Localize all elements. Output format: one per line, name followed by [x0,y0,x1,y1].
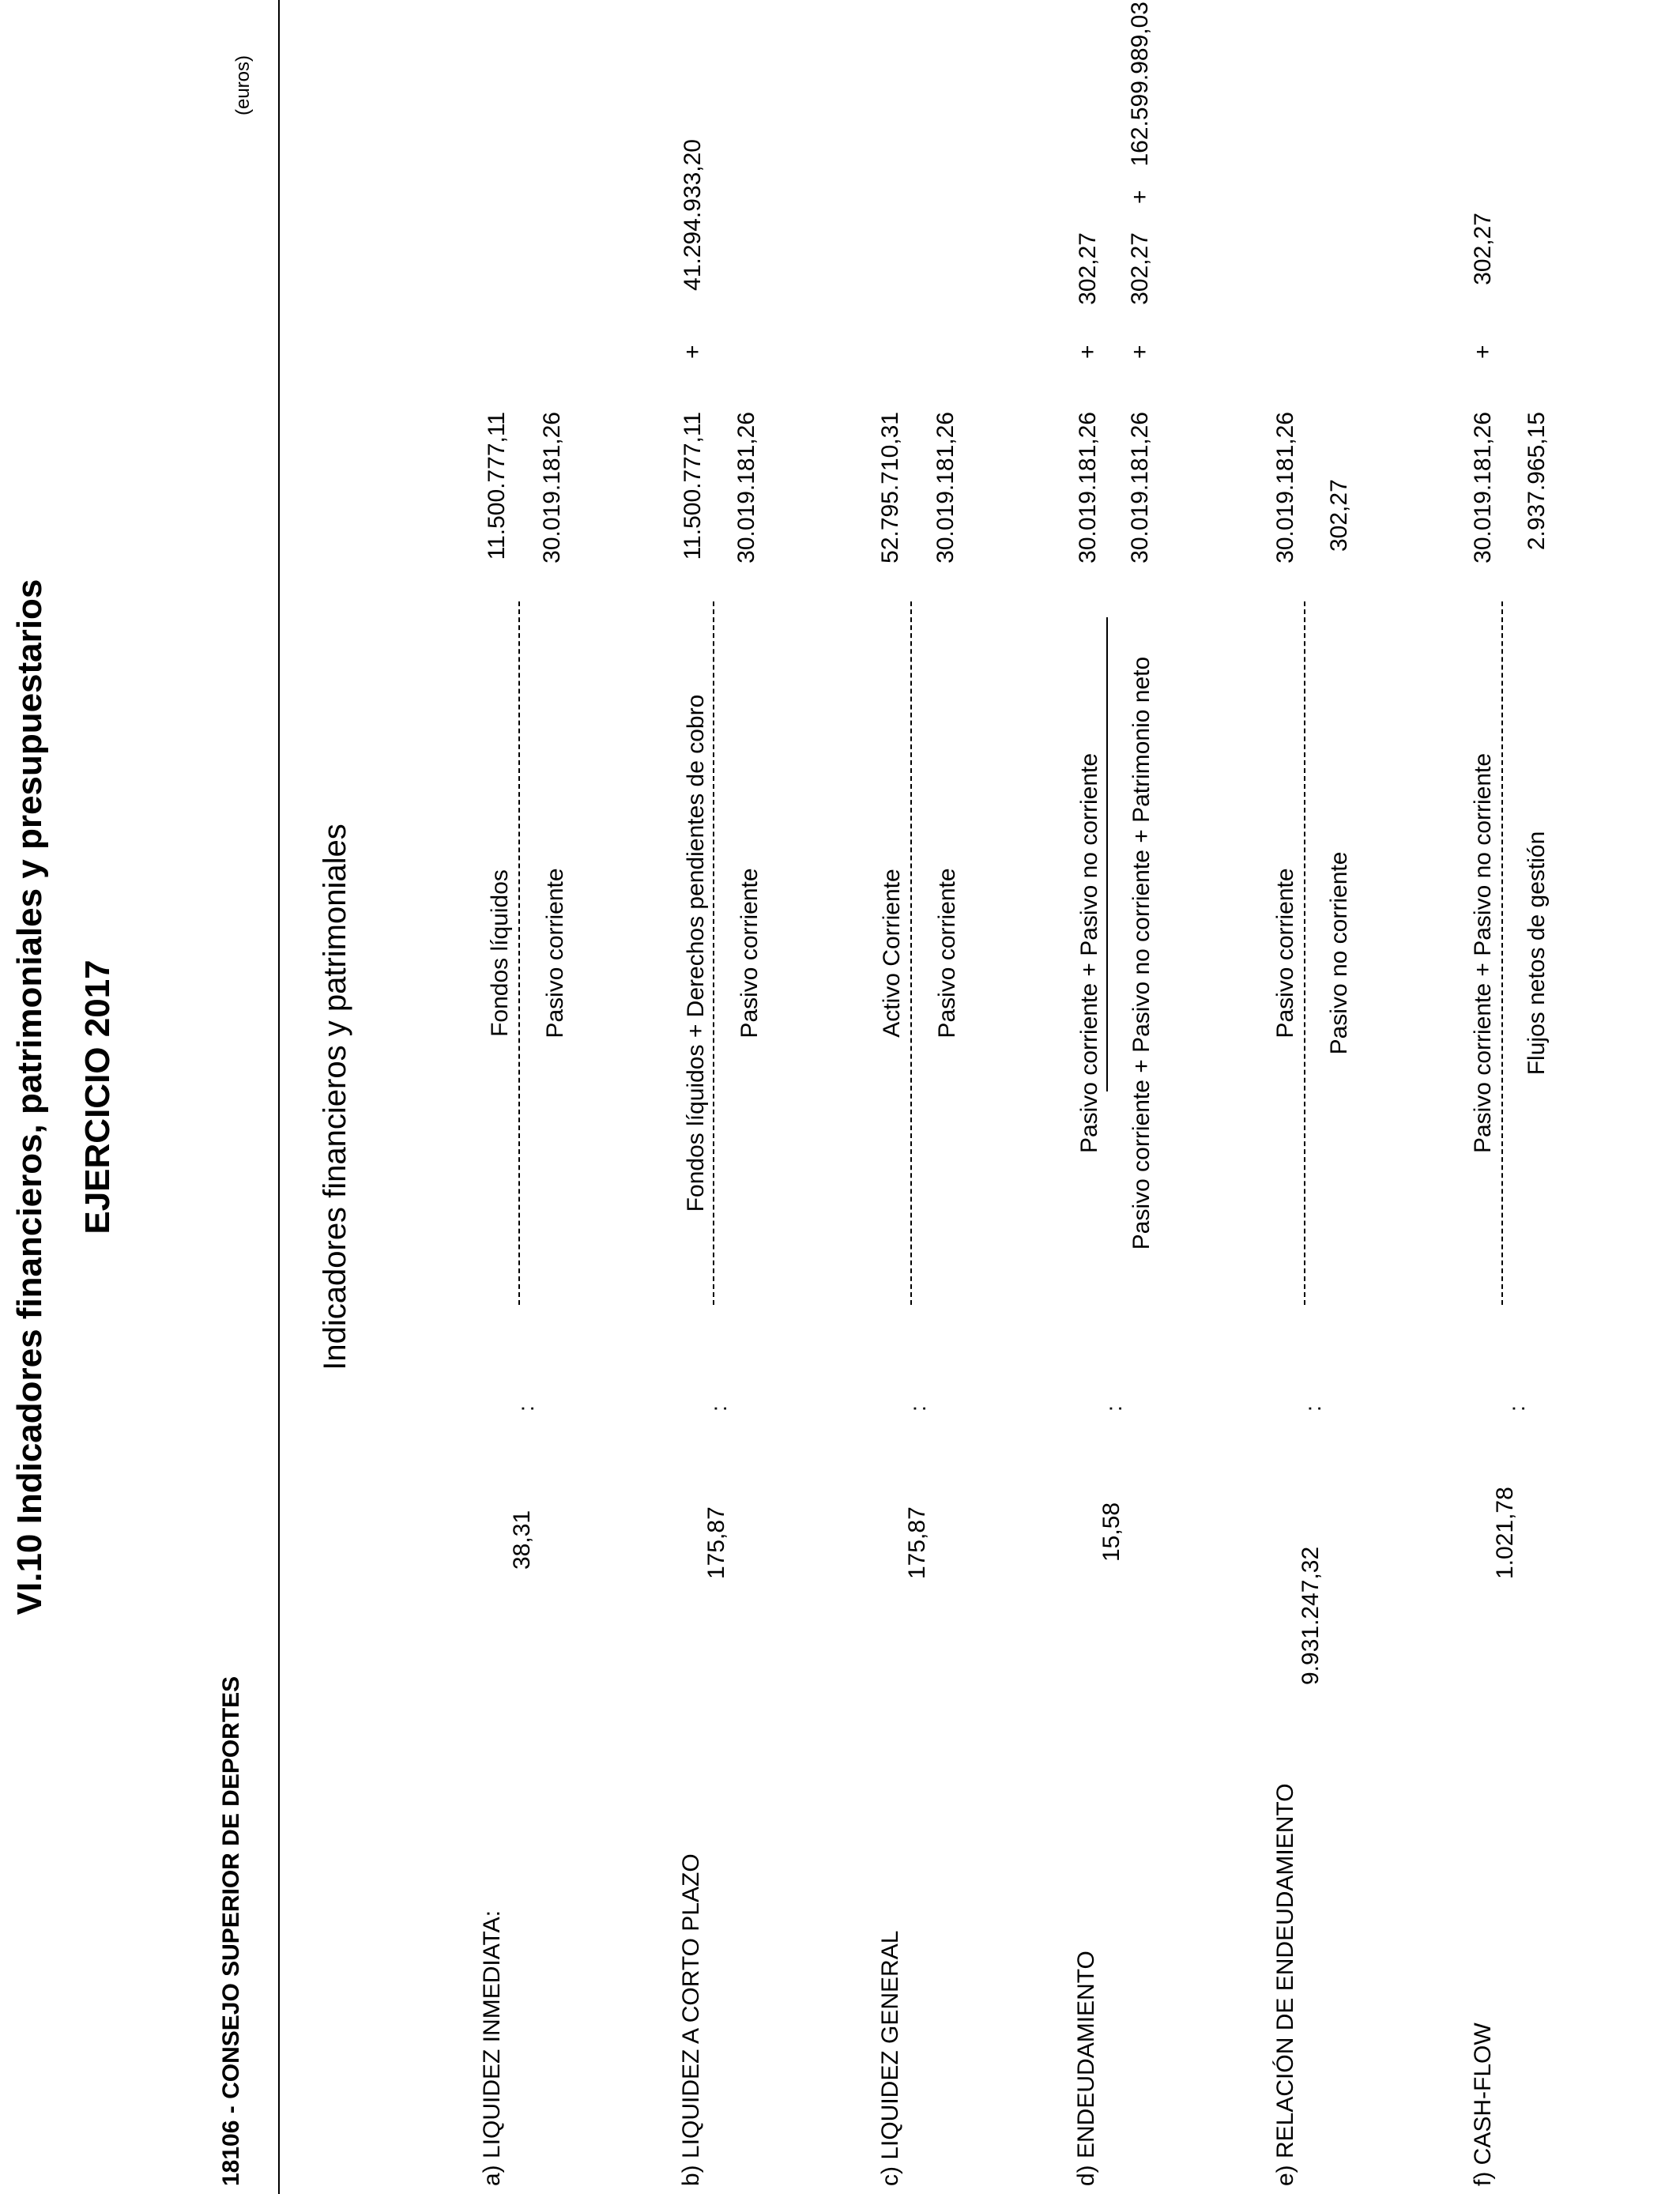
indicator-colon: : [706,1405,731,1412]
numerator-amount: 30.019.181,26 [1470,412,1496,564]
fraction-line [713,601,714,1305]
indicator-label: c) LIQUIDEZ GENERAL [877,1930,903,2186]
fraction-denominator: Pasivo corriente [542,868,568,1039]
indicator-value: 9.931.247,32 [1298,1546,1324,1685]
fraction-denominator: Pasivo corriente [736,868,763,1039]
fraction-numerator: Pasivo corriente + Pasivo no corriente [1470,752,1496,1154]
fraction-line [1304,601,1305,1305]
indicator-label: d) ENDEUDAMIENTO [1073,1951,1099,2186]
indicator-colon: : [1102,1405,1126,1412]
denominator-amount: 30.019.181,26 [1127,412,1153,564]
indicator-colon: : [906,1405,930,1412]
indicator-label: a) LIQUIDEZ INMEDIATA: [479,1910,505,2186]
plus-sign: + [1470,345,1496,359]
section-title: Indicadores financieros y patrimoniales [318,824,352,1370]
fraction-numerator: Activo Corriente [879,869,905,1038]
indicator-value: 38,31 [509,1510,535,1570]
fraction-numerator: Fondos líquidos + Derechos pendientes de cobro [683,694,709,1212]
header-rule-top [278,0,280,2194]
denominator-amount: 2.937.965,15 [1524,412,1550,551]
fraction-line [910,601,912,1305]
fraction-numerator: Pasivo corriente + Pasivo no corriente [1076,752,1102,1154]
numerator-amount: 11.500.777,11 [680,412,706,560]
indicator-label: f) CASH-FLOW [1470,2022,1496,2186]
denominator-amount: 30.019.181,26 [539,412,565,564]
denominator-amount: 30.019.181,26 [733,412,759,564]
fraction-denominator: Pasivo no corriente [1326,851,1352,1055]
denominator-amount: 302,27 [1326,479,1352,552]
numerator-amount: 52.795.710,31 [877,412,903,564]
unit-label: (euros) [232,55,254,115]
indicator-colon: : [1505,1405,1529,1412]
indicator-value: 15,58 [1098,1502,1124,1562]
fraction-numerator: Pasivo corriente [1272,868,1298,1039]
indicator-value: 1.021,78 [1492,1487,1518,1579]
numerator-amount: 302,27 [1075,232,1101,305]
numerator-amount: 11.500.777,11 [484,412,510,560]
fraction-numerator: Fondos líquidos [487,869,513,1037]
fiscal-year-title: EJERCICIO 2017 [78,959,117,1235]
indicator-colon: : [1301,1405,1325,1412]
entity-name: 18106 - CONSEJO SUPERIOR DE DEPORTES [218,1676,244,2186]
numerator-amount: 302,27 [1470,213,1496,285]
numerator-amount: 41.294.933,20 [680,139,706,291]
page-title: VI.10 Indicadores financieros, patrimoniales y presupuestarios [10,579,49,1615]
indicator-colon: : [514,1405,538,1412]
plus-sign: + [1127,190,1153,204]
fraction-denominator: Flujos netos de gestión [1524,831,1550,1076]
denominator-amount: 30.019.181,26 [932,412,959,564]
indicator-label: e) RELACIÓN DE ENDEUDAMIENTO [1272,1783,1298,2186]
fraction-line [1106,617,1108,1091]
fraction-line [1501,601,1503,1305]
plus-sign: + [1127,345,1153,359]
numerator-amount: 30.019.181,26 [1075,412,1101,564]
fraction-denominator: Pasivo corriente + Pasivo no corriente + Patrimonio neto [1128,656,1155,1250]
plus-sign: + [1075,345,1101,359]
numerator-amount: 30.019.181,26 [1272,412,1298,564]
fraction-denominator: Pasivo corriente [934,868,960,1039]
indicator-value: 175,87 [703,1506,729,1579]
fraction-line [518,601,520,1305]
indicator-value: 175,87 [904,1506,930,1579]
plus-sign: + [680,345,706,359]
denominator-amount: 302,27 [1127,232,1153,305]
denominator-amount: 162.599.989,03 [1127,2,1153,167]
indicator-label: b) LIQUIDEZ A CORTO PLAZO [678,1853,704,2186]
